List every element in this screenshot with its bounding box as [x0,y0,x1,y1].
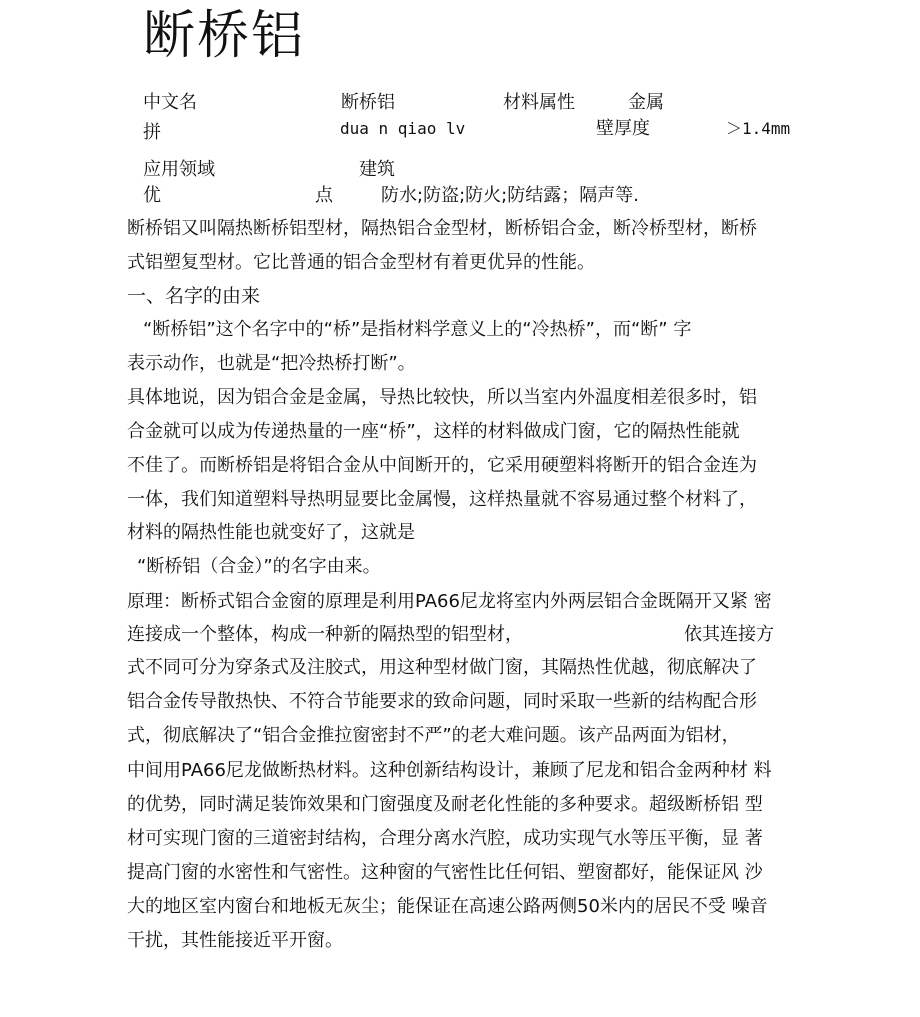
body-line: 提高门窗的水密性和气密性。这种窗的气密性比任何铝、塑窗都好，能保证风 沙 [127,862,763,883]
body-line: 大的地区室内窗台和地板无灰尘；能保证在高速公路两侧50米内的居民不受 噪音 [127,896,768,917]
page-title: 断桥铝 [143,6,306,66]
infobox-label-advantage-1: 优 [143,185,161,206]
body-line: “断桥铝”这个名字中的“桥”是指材料学意义上的“冷热桥”，而“断” 字 [143,319,692,340]
infobox-label-advantage-2: 点 [315,185,333,206]
infobox-label-pinyin: 拼 [143,122,161,143]
body-line: 材料的隔热性能也就变好了，这就是 [127,522,415,543]
infobox-value-application: 建筑 [359,159,395,180]
body-line: 具体地说，因为铝合金是金属，导热比较快，所以当室内外温度相差很多时，铝 [127,387,757,408]
body-line: 原理：断桥式铝合金窗的原理是利用PA66尼龙将室内外两层铝合金既隔开又紧 密 [127,591,772,612]
infobox-value-thickness: ＞1.4mm [726,119,791,138]
infobox-label-material: 材料属性 [503,92,575,113]
infobox-value-pinyin: dua n qiao lv [340,119,466,138]
infobox-label-application: 应用领域 [143,159,215,180]
infobox-value-chinese-name: 断桥铝 [341,92,395,113]
body-line: 材可实现门窗的三道密封结构，合理分离水汽腔，成功实现气水等压平衡，显 著 [127,828,763,849]
body-line: 式，彻底解决了“铝合金推拉窗密封不严”的老大难问题。该产品两面为铝材， [127,725,740,746]
body-line: 干扰，其性能接近平开窗。 [127,930,343,951]
intro-line: 断桥铝又叫隔热断桥铝型材，隔热铝合金型材，断桥铝合金，断冷桥型材，断桥 [127,218,757,239]
infobox-value-advantage: 防水;防盗;防火;防结露；隔声等. [381,185,639,206]
infobox-label-chinese-name: 中文名 [143,92,197,113]
section-heading: 一、名字的由来 [127,285,261,307]
body-line: “断桥铝（合金）”的名字由来。 [137,556,381,577]
body-line: 式不同可分为穿条式及注胶式，用这种型材做门窗，其隔热性优越，彻底解决了 [127,657,757,678]
body-line: 不佳了。而断桥铝是将铝合金从中间断开的，它采用硬塑料将断开的铝合金连为 [127,455,757,476]
body-line: 铝合金传导散热快、不符合节能要求的致命问题，同时采取一些新的结构配合形 [127,691,757,712]
infobox-value-material: 金属 [628,92,664,113]
body-line: 一体，我们知道塑料导热明显要比金属慢，这样热量就不容易通过整个材料了， [127,489,757,510]
body-line: 表示动作，也就是“把冷热桥打断”。 [127,353,416,374]
body-line: 依其连接方 [684,624,774,645]
intro-line: 式铝塑复型材。它比普通的铝合金型材有着更优异的性能。 [127,252,595,273]
body-line: 中间用PA66尼龙做断热材料。这种创新结构设计，兼顾了尼龙和铝合金两种材 料 [127,760,772,781]
body-line: 合金就可以成为传递热量的一座“桥”，这样的材料做成门窗，它的隔热性能就 [127,421,740,442]
body-line: 连接成一个整体，构成一种新的隔热型的铝型材， [127,624,523,645]
body-line: 的优势，同时满足装饰效果和门窗强度及耐老化性能的多种要求。超级断桥铝 型 [127,794,763,815]
infobox-label-thickness: 壁厚度 [596,118,650,139]
